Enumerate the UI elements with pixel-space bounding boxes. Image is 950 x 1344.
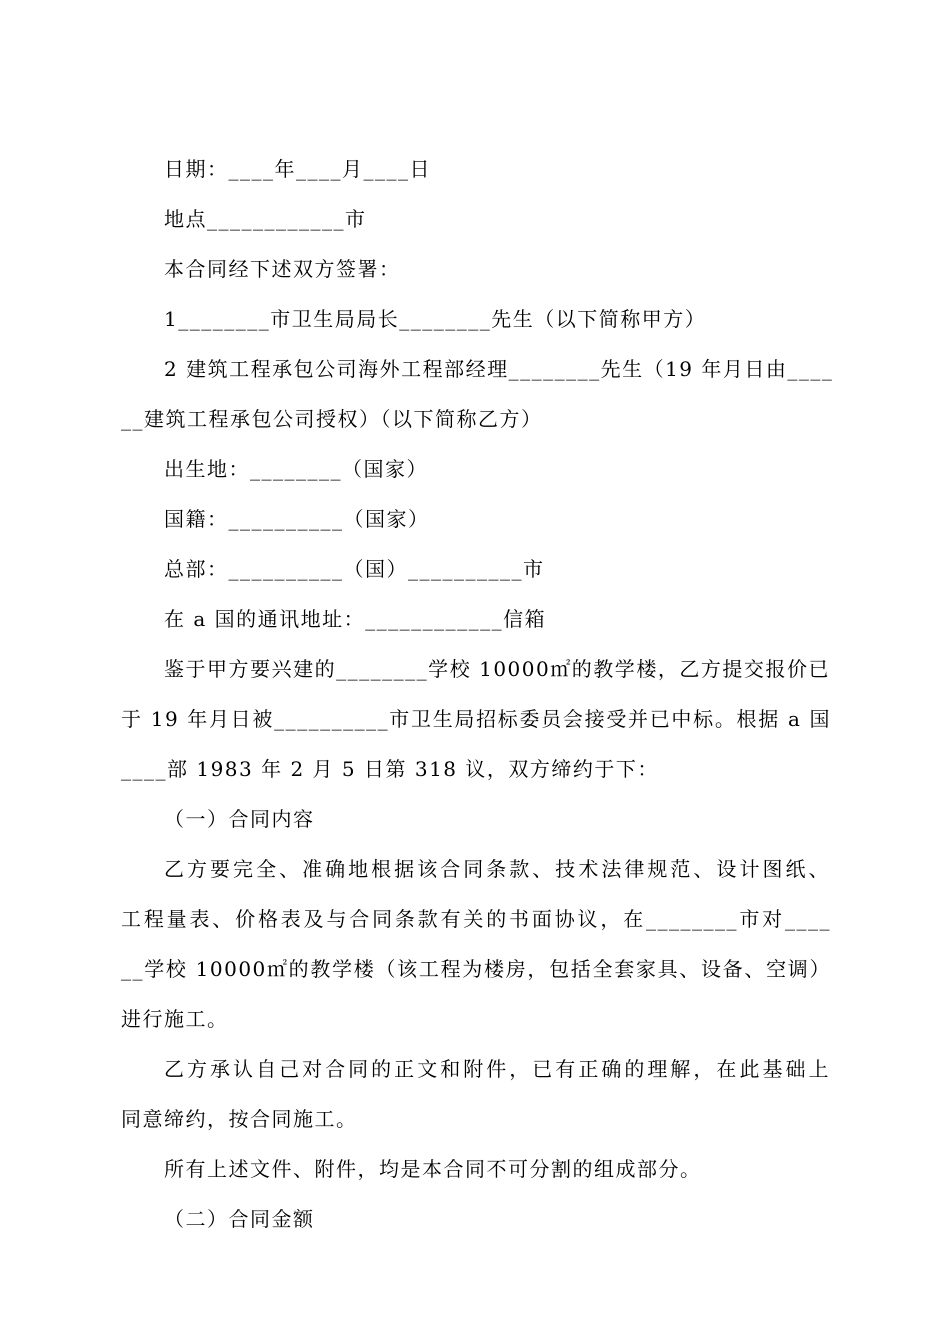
birthplace-line: 出生地：________（国家） (164, 457, 428, 481)
signing-intro: 本合同经下述双方签署： (164, 257, 401, 281)
section-heading-2: （二）合同金额 (164, 1207, 315, 1231)
content-paragraph-line-1: 乙方要完全、准确地根据该合同条款、技术法律规范、设计图纸、 (164, 857, 830, 881)
nationality-line: 国籍：__________（国家） (164, 507, 430, 531)
content-paragraph-line-3: __学校 10000㎡的教学楼（该工程为楼房，包括全套家具、设备、空调） (121, 957, 831, 981)
whereas-paragraph-line-3: ____部 1983 年 2 月 5 日第 318 议，双方缔约于下： (121, 757, 659, 781)
headquarters-line: 总部：__________（国）__________市 (164, 557, 545, 581)
place-line: 地点____________市 (164, 207, 367, 231)
content-paragraph-line-2: 工程量表、价格表及与合同条款有关的书面协议，在________市对____ (121, 907, 831, 931)
section-heading-1: （一）合同内容 (164, 807, 315, 831)
date-line: 日期：____年____月____日 (164, 157, 431, 181)
party-a-line: 1________市卫生局局长________先生（以下简称甲方） (164, 307, 707, 331)
content-paragraph-line-4: 进行施工。 (121, 1007, 229, 1031)
party-b-line-cont: __建筑工程承包公司授权）（以下简称乙方） (121, 407, 543, 431)
acknowledgement-line-1: 乙方承认自己对合同的正文和附件，已有正确的理解，在此基础上 (164, 1057, 830, 1081)
address-line: 在 a 国的通讯地址：____________信箱 (164, 607, 547, 631)
whereas-paragraph-line-1: 鉴于甲方要兴建的________学校 10000㎡的教学楼，乙方提交报价已 (164, 657, 830, 681)
documents-statement: 所有上述文件、附件，均是本合同不可分割的组成部分。 (164, 1157, 702, 1181)
whereas-paragraph-line-2: 于 19 年月日被__________市卫生局招标委员会接受并已中标。根据 a 国 (121, 707, 831, 731)
acknowledgement-line-2: 同意缔约，按合同施工。 (121, 1107, 358, 1131)
party-b-line: 2 建筑工程承包公司海外工程部经理________先生（19 年月日由____ (164, 357, 834, 381)
